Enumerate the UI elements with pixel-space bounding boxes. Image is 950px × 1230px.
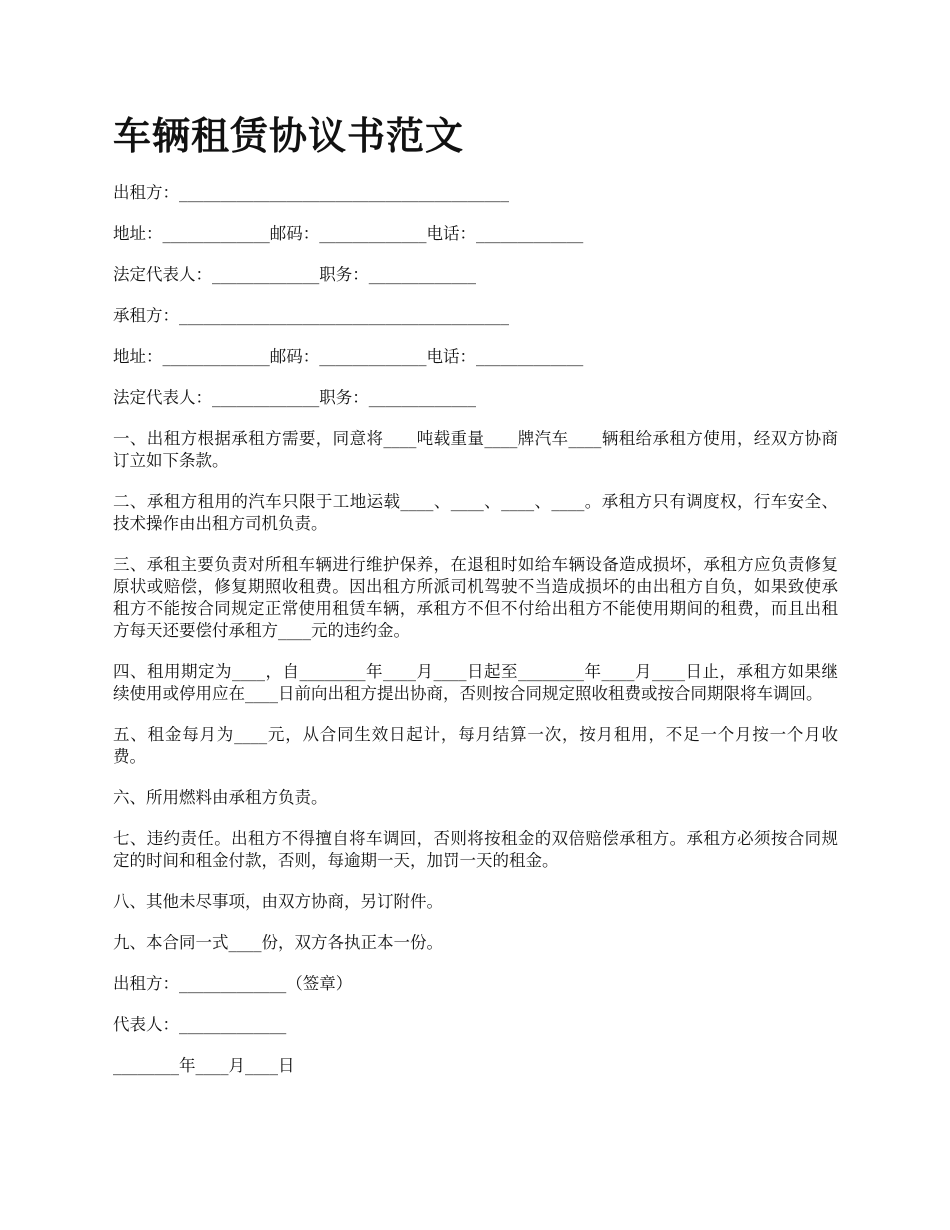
lessee-representative-line: 法定代表人：_____________职务：_____________	[113, 388, 476, 407]
clause-7: 七、违约责任。出租方不得擅自将车调回，否则将按租金的双倍赔偿承租方。承租方必须按合同规定的时间和租金付款，否则，每逾期一天，加罚一天的租金。	[113, 829, 838, 870]
clause-3: 三、承租主要负责对所租车辆进行维护保养，在退租时如给车辆设备造成损坏，承租方应负责修复原状或赔偿，修复期照收租费。因出租方所派司机驾驶不当造成损坏的由出租方自负，如果致使承租方不能按合同规定正常使用租赁车辆，承租方不但不付给出租方不能使用期间的租费，而且出租方每天还要偿付承租方____元的违约金。	[113, 555, 838, 640]
clause-5: 五、租金每月为____元，从合同生效日起计，每月结算一次，按月租用，不足一个月按一个月收费。	[113, 725, 838, 766]
lessee-address-line: 地址：_____________邮码：_____________电话：_____________	[113, 347, 584, 366]
lessor-representative-line: 法定代表人：_____________职务：_____________	[113, 265, 476, 284]
clause-6: 六、所用燃料由承租方负责。	[113, 788, 328, 807]
clause-1: 一、出租方根据承租方需要，同意将____吨载重量____牌汽车____辆租给承租方使用，经双方协商订立如下条款。	[113, 429, 838, 470]
clause-4: 四、租用期定为____，自________年____月____日起至________年____月____日止，承租方如果继续使用或停用应在____日前向出租方提出协商，否则按合同规定照收租费或按合同期限将车调回。	[113, 662, 838, 703]
clause-9: 九、本合同一式____份，双方各执正本一份。	[113, 933, 443, 952]
clause-8: 八、其他未尽事项，由双方协商，另订附件。	[113, 892, 443, 911]
signature-date-line: ________年____月____日	[113, 1056, 295, 1075]
lessee-line: 承租方：________________________________________	[113, 306, 509, 325]
signature-lessor-line: 出租方：_____________（签章）	[113, 974, 353, 993]
lessor-address-line: 地址：_____________邮码：_____________电话：_____________	[113, 224, 584, 243]
signature-representative-line: 代表人：_____________	[113, 1015, 287, 1034]
clause-2: 二、承租方租用的汽车只限于工地运载____、____、____、____。承租方只有调度权，行车安全、技术操作由出租方司机负责。	[113, 492, 838, 533]
document-title: 车辆租赁协议书范文	[113, 113, 465, 158]
lessor-line: 出租方：________________________________________	[113, 183, 509, 202]
